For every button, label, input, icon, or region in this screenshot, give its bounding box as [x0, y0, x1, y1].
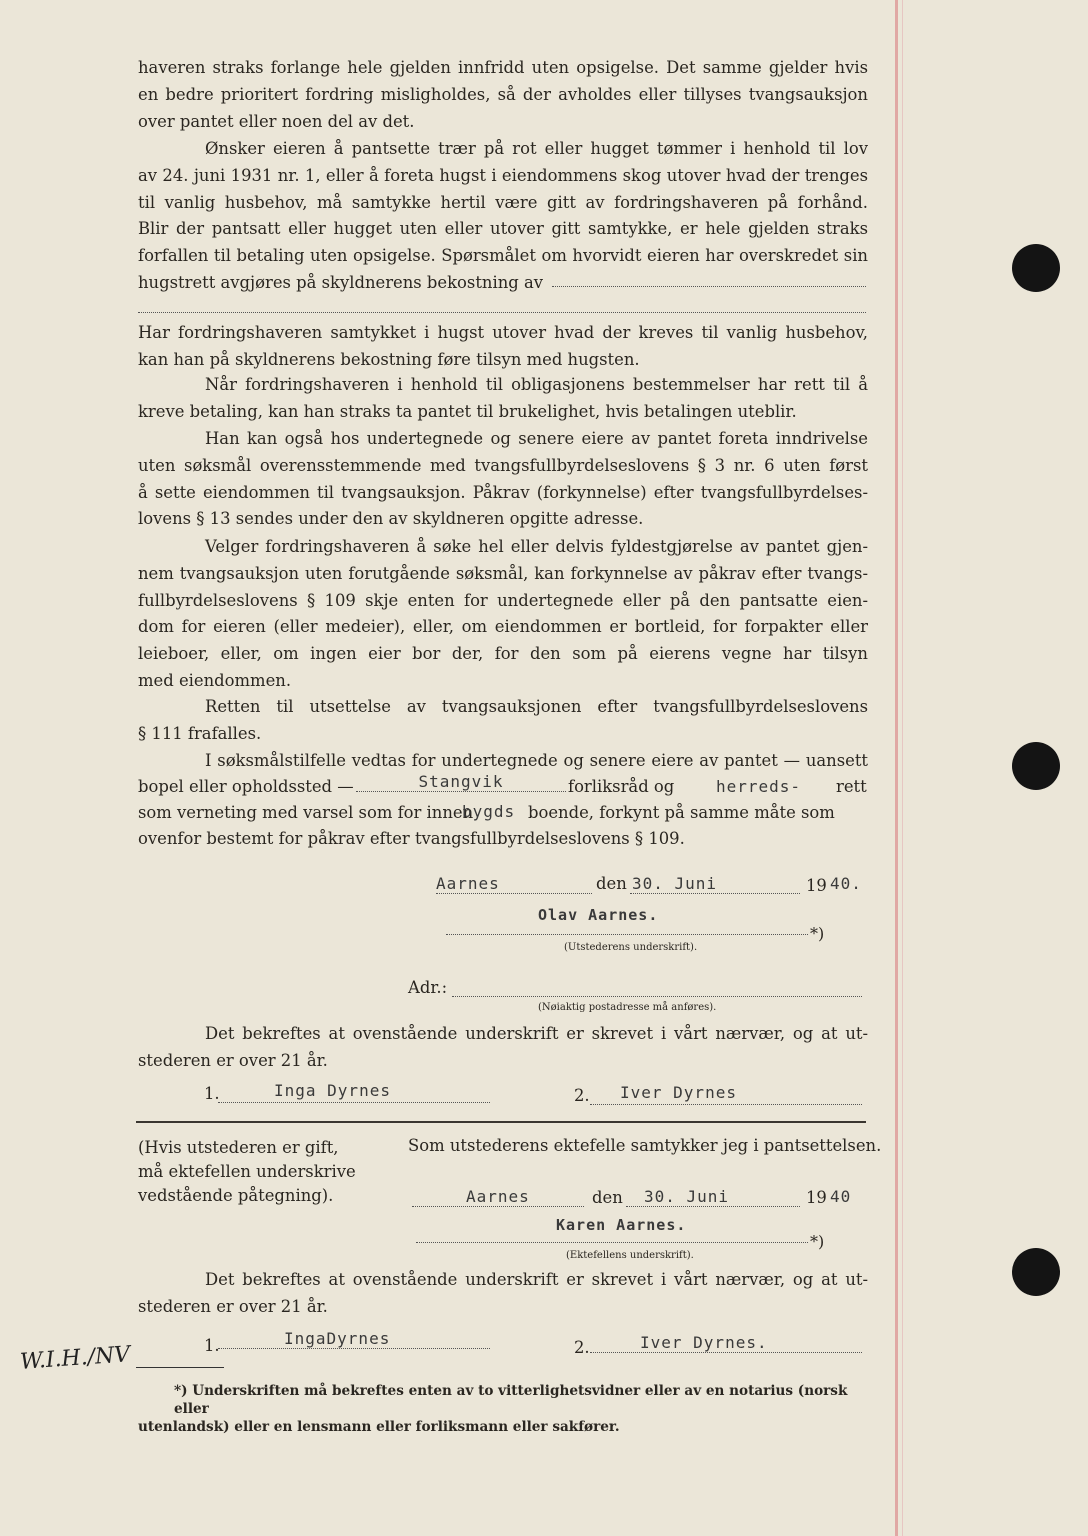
- witness-2-name: Iver Dyrnes.: [640, 1333, 768, 1352]
- witness-1-name: Inga Dyrnes: [274, 1081, 391, 1100]
- punch-hole: [1012, 742, 1060, 790]
- footnote-marker: *): [810, 1232, 825, 1251]
- fill-line: [552, 286, 866, 287]
- text-line: Når fordringshaveren i henhold til obligasjonens bestemmelser har rett til å: [205, 375, 868, 394]
- sign-year-prefix: 19: [806, 876, 827, 895]
- signature-line: [416, 1242, 808, 1243]
- paragraph-8-end: [138, 826, 868, 853]
- text-line: av 24. juni 1931 nr. 1, eller å foreta hugst i eiendommens skog utover hvad der trenges: [138, 165, 868, 185]
- sign-den: den: [596, 874, 627, 893]
- fill-line: [436, 893, 592, 894]
- paragraph-7: [138, 694, 868, 748]
- text-line: Ønsker eieren å pantsette trær på rot eller hugget tømmer i henhold til lov: [205, 139, 868, 158]
- witness-2-name: Iver Dyrnes: [620, 1083, 737, 1102]
- text-line: uten søksmål overensstemmende med tvangsfullbyrdelseslovens § 3 nr. 6 uten først: [138, 455, 868, 475]
- text-line: lovens § 13 sendes under den av skyldneren opgitte adresse.: [138, 509, 644, 529]
- footnote-line: *) Underskriften må bekreftes enten av to vitterlighetsvidner eller av en notarius (norsk eller: [174, 1383, 848, 1417]
- text-line: med eiendommen.: [138, 670, 292, 690]
- spouse-sign-den: den: [592, 1188, 623, 1207]
- witness-number: 2.: [574, 1086, 590, 1105]
- sign-date: 30. Juni: [632, 874, 718, 893]
- text-line: Han kan også hos undertegnede og senere eiere av pantet foreta inndrivelse: [205, 429, 868, 448]
- signature-caption: (Ektefellens underskrift).: [566, 1250, 694, 1261]
- fill-line: [626, 1206, 800, 1207]
- signature-olav-aarnes: Olav Aarnes.: [538, 906, 659, 924]
- paragraph-8: [138, 748, 868, 775]
- text-line: rett: [836, 777, 867, 796]
- text-line: Det bekreftes at ovenstående underskrift er skrevet i vårt nærvær, og at ut-: [205, 1270, 868, 1289]
- text-line: kreve betaling, kan han straks ta pantet til brukelighet, hvis betalingen uteblir.: [138, 401, 797, 421]
- witness-line: [590, 1104, 862, 1105]
- spouse-instruction: [138, 1136, 356, 1208]
- section-divider: [136, 1121, 866, 1123]
- text-line: en bedre prioritert fordring misligholdes, så der avholdes eller tillyses tvangsauksjon: [138, 84, 868, 104]
- text-line: nem tvangsauksjon uten forutgående søksmål, kan forkynnelse av påkrav efter tvangs-: [138, 563, 868, 583]
- address-caption: (Nøiaktig postadresse må anføres).: [538, 1002, 717, 1013]
- text-line: Velger fordringshaveren å søke hel eller delvis fyldestgjørelse av pantet gjen-: [205, 537, 868, 556]
- text-line: over pantet eller noen del av det.: [138, 111, 415, 131]
- text-line: å sette eiendommen til tvangsauksjon. Påkrav (forkynnelse) efter tvangsfullbyrdelses-: [138, 482, 868, 502]
- sign-place: Aarnes: [436, 874, 500, 893]
- fill-line: [412, 1206, 584, 1207]
- spouse-sign-place: Aarnes: [466, 1187, 530, 1206]
- text-line: stederen er over 21 år.: [138, 1050, 328, 1070]
- text-line: som verneting med varsel som for innen: [138, 803, 474, 822]
- fill-line: [630, 893, 800, 894]
- text-line: til vanlig husbehov, må samtykke hertil være gitt av fordringshaveren på forhånd.: [138, 192, 868, 212]
- witness-1-name: IngaDyrnes: [284, 1329, 391, 1348]
- paragraph-1: [138, 55, 868, 135]
- margin-rule-secondary: [902, 0, 903, 1536]
- spouse-year-prefix: 19: [806, 1188, 827, 1207]
- paragraph-6: [138, 534, 868, 695]
- witness-line: [590, 1352, 862, 1353]
- punch-hole: [1012, 1248, 1060, 1296]
- text-line: hugstrett avgjøres på skyldnerens bekostning av: [138, 272, 544, 292]
- text-line: fullbyrdelseslovens § 109 skje enten for undertegnede eller på den pantsatte eien-: [138, 590, 868, 610]
- text-line: kan han på skyldnerens bekostning føre tilsyn med hugsten.: [138, 349, 640, 369]
- witness-number: 2.: [574, 1338, 590, 1357]
- text-line: bopel eller opholdssted —: [138, 777, 354, 796]
- text-line: I søksmålstilfelle vedtas for undertegnede og senere eiere av pantet — uansett: [205, 751, 868, 770]
- text-line: Blir der pantsatt eller hugget uten eller utover gitt samtykke, er hele gjelden straks: [138, 219, 868, 239]
- handwritten-venue: Stangvik: [356, 772, 566, 792]
- text-line: Har fordringshaveren samtykket i hugst utover hvad der kreves til vanlig husbehov,: [138, 323, 868, 342]
- witness-line: [218, 1348, 490, 1349]
- margin-note: W.I.H./NV: [19, 1342, 131, 1375]
- punch-hole: [1012, 244, 1060, 292]
- witness-number: 1.: [204, 1084, 220, 1103]
- venue-line: [138, 774, 354, 801]
- text-line: (Hvis utstederen er gift,: [138, 1138, 339, 1157]
- text-line: § 111 frafalles.: [138, 723, 262, 743]
- paragraph-4: [138, 372, 868, 426]
- text-line: forfallen til betaling uten opsigelse. Spørsmålet om hvorvidt eieren har overskredet sin: [138, 246, 868, 266]
- text-line: ovenfor bestemt for påkrav efter tvangsfullbyrdelseslovens § 109.: [138, 829, 685, 848]
- paragraph-3: [138, 320, 868, 374]
- witness-line: [218, 1102, 490, 1103]
- text-line: vedstående påtegning).: [138, 1186, 334, 1205]
- footnote-line: utenlandsk) eller en lensmann eller forliksmann eller sakfører.: [138, 1419, 620, 1435]
- witness-text-1: [138, 1021, 868, 1075]
- text-line: boende, forkynt på samme måte som: [528, 803, 835, 822]
- spouse-year: 40: [830, 1187, 852, 1206]
- signature-caption: (Utstederens underskrift).: [564, 942, 698, 953]
- paragraph-5: [138, 426, 868, 533]
- text-line: Retten til utsettelse av tvangsauksjonen efter tvangsfullbyrdelseslovens: [205, 697, 868, 716]
- witness-number: 1.: [204, 1336, 220, 1355]
- text-line: dom for eieren (eller medeier), eller, om eiendommen er bortleid, for forpakter eller: [138, 617, 868, 637]
- footnote-rule: [136, 1367, 224, 1368]
- address-label: Adr.:: [408, 978, 448, 997]
- text-line: må ektefellen underskrive: [138, 1162, 356, 1181]
- text-line: forliksråd og: [568, 777, 675, 796]
- handwritten-court: herreds-: [716, 777, 802, 796]
- text-line: haveren straks forlange hele gjelden innfridd uten opsigelse. Det samme gjelder hvis: [138, 58, 868, 77]
- footnote-marker: *): [810, 924, 825, 943]
- text-line: leieboer, eller, om ingen eier bor der, for den som på eierens vegne har tilsyn: [138, 644, 868, 664]
- margin-rule: [895, 0, 898, 1536]
- paragraph-2: [138, 136, 868, 297]
- spouse-sign-date: 30. Juni: [644, 1187, 730, 1206]
- text-line: stederen er over 21 år.: [138, 1296, 328, 1316]
- fill-line: [138, 312, 866, 313]
- spouse-consent-text: Som utstederens ektefelle samtykker jeg i pantsettelsen.: [408, 1136, 882, 1155]
- handwritten-bygds: bygds: [462, 802, 516, 821]
- address-field: [452, 996, 862, 997]
- witness-text-2: [138, 1267, 868, 1321]
- sign-year: 40.: [830, 874, 862, 893]
- footnote: [138, 1382, 864, 1436]
- text-line: Det bekreftes at ovenstående underskrift er skrevet i vårt nærvær, og at ut-: [205, 1024, 868, 1043]
- signature-karen-aarnes: Karen Aarnes.: [556, 1216, 687, 1234]
- signature-line: [446, 934, 808, 935]
